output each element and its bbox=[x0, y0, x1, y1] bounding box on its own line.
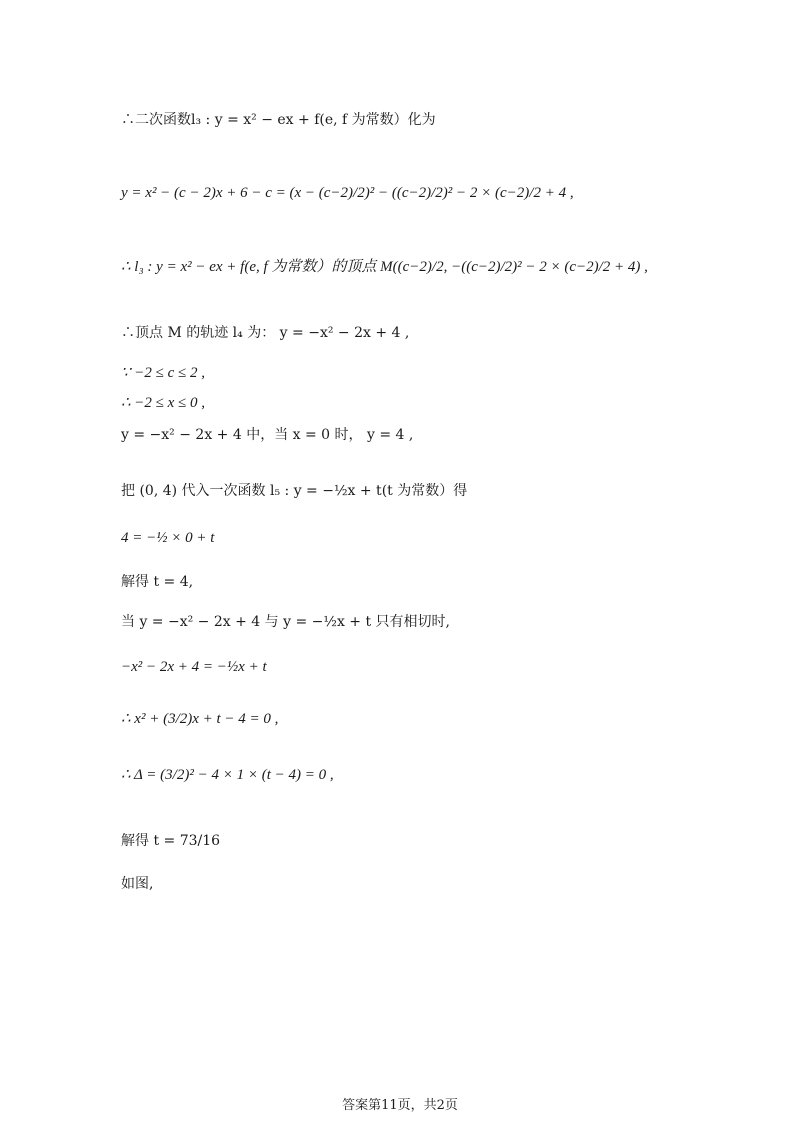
line-6: ∴ −2 ≤ x ≤ 0 , bbox=[121, 395, 206, 411]
line-13: ∴ x² + (3/2)x + t − 4 = 0 , bbox=[121, 711, 279, 727]
line-10: 解得 t = 4, bbox=[121, 574, 194, 590]
line-2: y = x² − (c − 2)x + 6 − c = (x − (c−2)/2)² − ((c−2)/2)² − 2 × (c−2)/2 + 4 , bbox=[121, 185, 574, 201]
line-11: 当 y = −x² − 2x + 4 与 y = −½x + t 只有相切时, bbox=[121, 614, 450, 630]
line-4: ∴顶点 M 的轨迹 l₄ 为： y = −x² − 2x + 4 , bbox=[121, 325, 410, 341]
page-footer: 答案第11页，共2页 bbox=[342, 1098, 458, 1113]
line-3: ∴ l₃ : y = x² − ex + f(e, f 为常数）的顶点 M((c−2)/2, −((c−2)/2)² − 2 × (c−2)/2 + 4) , bbox=[121, 259, 648, 275]
line-12: −x² − 2x + 4 = −½x + t bbox=[121, 659, 267, 675]
line-9: 4 = −½ × 0 + t bbox=[121, 530, 215, 546]
line-5: ∵ −2 ≤ c ≤ 2 , bbox=[121, 365, 206, 381]
line-16: 如图, bbox=[121, 876, 154, 892]
line-1: ∴二次函数l₃ : y = x² − ex + f(e, f 为常数）化为 bbox=[121, 112, 436, 128]
line-15: 解得 t = 73/16 bbox=[121, 833, 221, 849]
line-7: y = −x² − 2x + 4 中，当 x = 0 时， y = 4 , bbox=[121, 427, 414, 443]
line-14: ∴ Δ = (3/2)² − 4 × 1 × (t − 4) = 0 , bbox=[121, 767, 334, 783]
line-8: 把 (0, 4) 代入一次函数 l₅ : y = −½x + t(t 为常数）得 bbox=[121, 483, 468, 499]
